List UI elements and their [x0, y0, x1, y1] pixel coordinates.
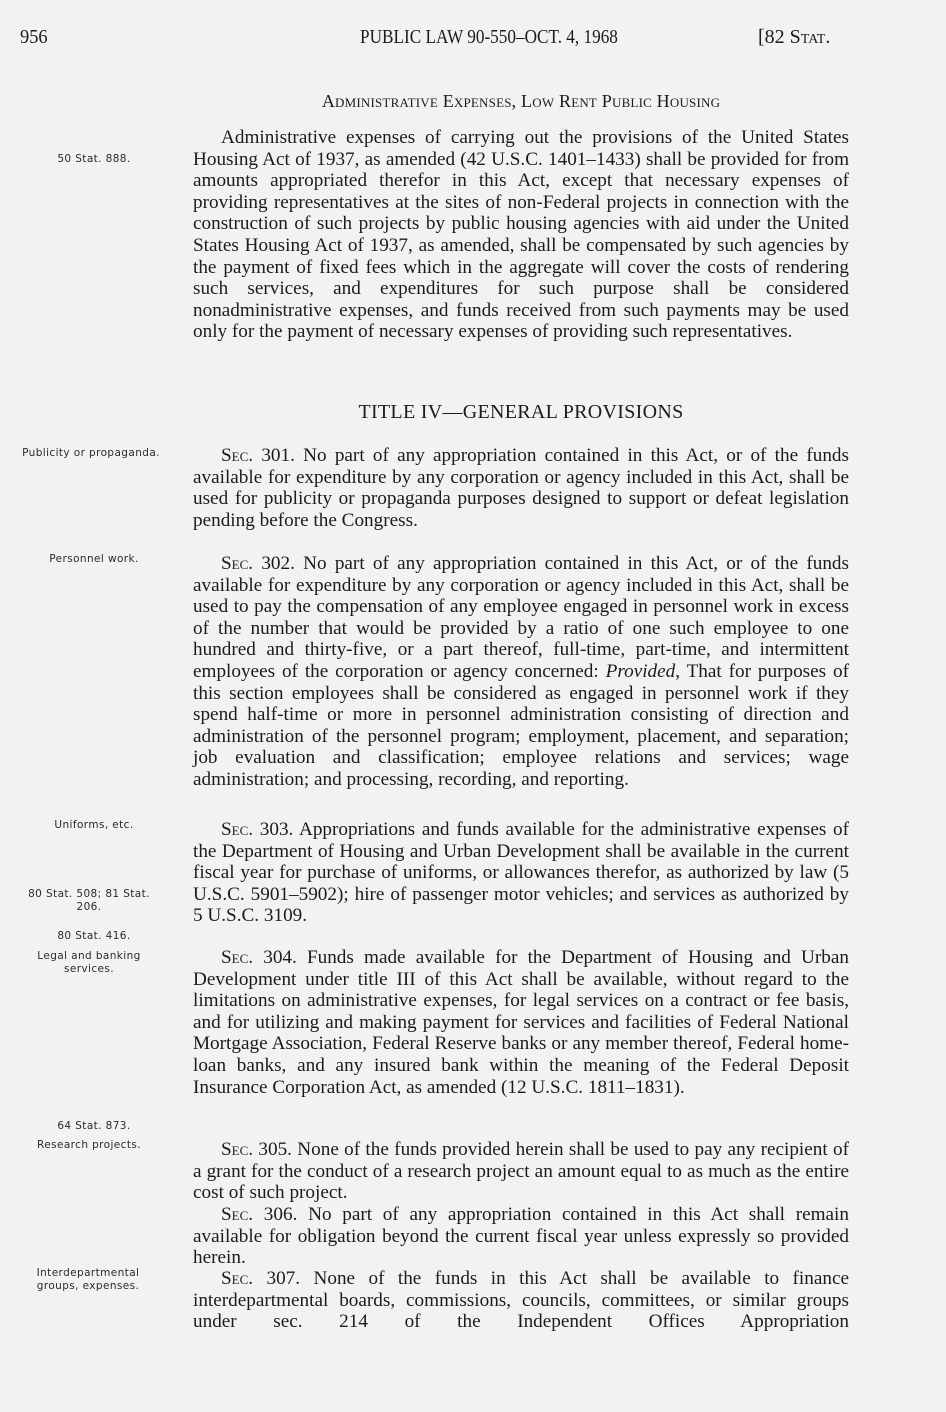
section-text-continued: , That for purposes of this section employees shall be considered as engaged in personnel work if they spend half-time or more in personnel administration consisting of direction and administration of the personnel program; employment, placement, and separation; job evaluation and classification; employee relations and services; wage administration; and processing, recording, and reporting.: [193, 660, 849, 790]
heading-title-iv: TITLE IV—GENERAL PROVISIONS: [358, 401, 684, 423]
margin-note-legal-banking: Legal and banking services.: [37, 950, 141, 975]
section-label: Sec. 301.: [221, 445, 295, 466]
section-text: No part of any appropriation contained in this Act, or of the funds available for expenditure by any corporation or agency included in this Act, shall be used to pay the compensation of any employee engaged in personnel work in excess of the number that would be provided by a ratio of one such employee to one hundred and thirty-five, or a part thereof, full-time, part-time, and intermittent employees of the corporation or agency concerned:: [193, 553, 849, 682]
margin-note-personnel: Personnel work.: [49, 553, 139, 565]
section-text: Appropriations and funds available for the administrative expenses of the Department of Housing and Urban Development shall be available in the current fiscal year for purchase of uniforms, or allowances therefor, as authorized by law (5 U.S.C. 5901–5902); hire of passenger motor vehicles; and services as authorized by 5 U.S.C. 3109.: [193, 819, 849, 927]
admin-expenses-body: [193, 127, 849, 343]
section-text: Funds made available for the Department of Housing and Urban Development under title III of this Act shall be available, without regard to the limitations on administrative expenses, for legal services on a contract or fee basis, and for utilizing and making payment for services and facilities of Federal National Mortgage Association, Federal Reserve banks or any member thereof, Federal home-loan banks, and any insured bank within the meaning of the Federal Deposit Insurance Corporation Act, as amended (12 U.S.C. 1811–1831).: [193, 947, 849, 1098]
margin-note-research: Research projects.: [37, 1139, 141, 1151]
margin-note-stat-80-508: 80 Stat. 508; 81 Stat. 206.: [28, 888, 150, 913]
section-305: [193, 1139, 849, 1204]
statute-volume-ref: [758, 26, 830, 49]
section-307: [193, 1268, 849, 1333]
section-302: [193, 553, 849, 791]
section-label: Sec. 303.: [221, 819, 294, 840]
section-304: [193, 947, 849, 1098]
stat-ref-prefix: [82: [758, 26, 790, 48]
margin-note-interdepartmental: Interdepartmental groups, expenses.: [36, 1267, 140, 1292]
section-label: Sec. 302.: [221, 553, 295, 574]
page-number: 956: [20, 26, 48, 48]
section-text: None of the funds in this Act shall be available to finance interdepartmental boards, commissions, councils, committees, or similar groups under sec. 214 of the Independent Offices Appropriation: [193, 1268, 849, 1333]
margin-note-stat-80-416: 80 Stat. 416.: [57, 930, 131, 942]
heading-admin-expenses: Administrative Expenses, Low Rent Public Housing: [321, 91, 721, 111]
section-301: [193, 445, 849, 531]
running-head: [0, 26, 946, 52]
section-text: None of the funds provided herein shall be used to pay any recipient of a grant for the conduct of a research project an amount equal to as much as the entire cost of such project.: [193, 1139, 849, 1204]
section-label: Sec. 304.: [221, 947, 297, 968]
margin-note-stat-50-888: 50 Stat. 888.: [57, 153, 131, 165]
section-text: No part of any appropriation contained in this Act, or of the funds available for expenditure by any corporation or agency included in this Act, shall be used for publicity or propaganda purposes designed to support or defeat legislation pending before the Congress.: [193, 445, 849, 531]
section-label: Sec. 307.: [221, 1268, 301, 1289]
law-title: PUBLIC LAW 90-550–OCT. 4, 1968: [360, 26, 618, 48]
margin-note-publicity: Publicity or propaganda.: [22, 447, 160, 459]
section-label: Sec. 305.: [221, 1139, 292, 1160]
stat-ref-abbrev: Stat.: [789, 26, 831, 48]
margin-note-stat-64-873: 64 Stat. 873.: [57, 1120, 131, 1132]
section-text: No part of any appropriation contained in this Act shall remain available for obligation beyond the current fiscal year unless expressly so provided herein.: [193, 1204, 849, 1269]
admin-expenses-paragraph: Administrative expenses of carrying out the provisions of the United States Housing Act of 1937, as amended (42 U.S.C. 1401–1433) shall be provided for from amounts appropriated therefor in this Act, except that necessary expenses of providing representatives at the sites of non-Federal projects in connection with the construction of such projects by public housing agencies with aid under the United States Housing Act of 1937, as amended, shall be compensated by such agencies by the payment of fixed fees which in the aggregate will cover the costs of rendering such services, and expenditures for such purpose shall be considered nonadministrative expenses, and funds received from such payments may be used only for the payment of necessary expenses of providing such representatives.: [193, 127, 849, 343]
italic-provided: Provided: [605, 660, 676, 682]
section-label: Sec. 306.: [221, 1204, 298, 1225]
section-306: [193, 1204, 849, 1269]
margin-note-uniforms: Uniforms, etc.: [54, 819, 134, 831]
section-303: [193, 819, 849, 927]
